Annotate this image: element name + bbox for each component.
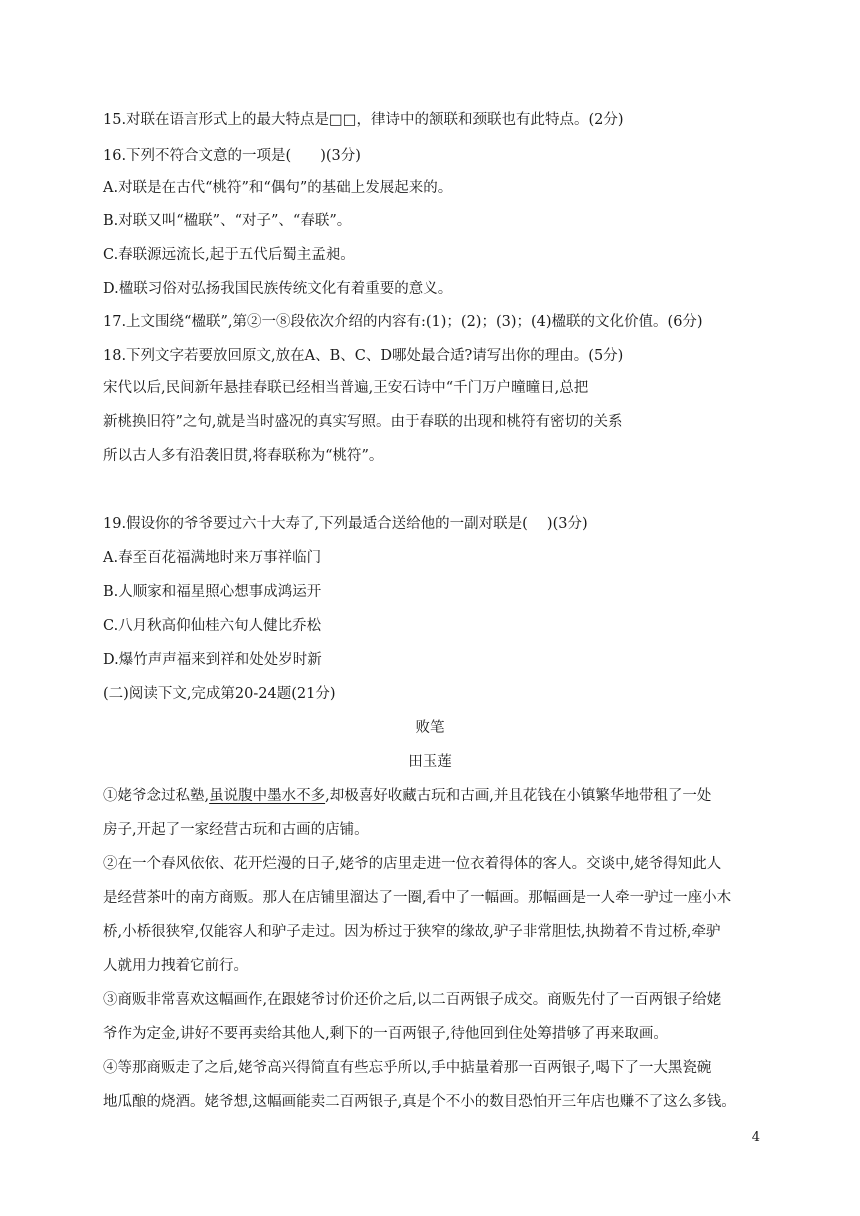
- question-19-option-b: B.人顺家和福星照心想事成鸿运开: [103, 584, 322, 600]
- question-16-option-a: A.对联是在古代“桃符”和“偶句”的基础上发展起来的。: [103, 180, 453, 196]
- question-18-quote-line-1: 宋代以后,民间新年悬挂春联已经相当普遍,王安石诗中“千门万户曈曈日,总把: [103, 380, 589, 396]
- page-number: 4: [751, 1130, 760, 1145]
- question-16-option-d: D.楹联习俗对弘扬我国民族传统文化有着重要的意义。: [103, 281, 453, 297]
- paragraph-2-line-3: 桥,小桥很狭窄,仅能容人和驴子走过。因为桥过于狭窄的缘故,驴子非常胆怯,执拗着不肯过桥,牵驴: [103, 924, 721, 940]
- question-18-quote-line-2: 新桃换旧符”之句,就是当时盛况的真实写照。由于春联的出现和桃符有密切的关系: [103, 414, 623, 430]
- paragraph-2-line-4: 人就用力拽着它前行。: [103, 958, 248, 974]
- paragraph-4-line-1: ④等那商贩走了之后,姥爷高兴得简直有些忘乎所以,手中掂量着那一百两银子,喝下了一大黑瓷碗: [103, 1060, 712, 1076]
- question-19-option-c: C.八月秋高仰仙桂六旬人健比乔松: [103, 618, 322, 634]
- question-19-option-a: A.春至百花福满地时来万事祥临门: [103, 550, 322, 566]
- paragraph-3-line-1: ③商贩非常喜欢这幅画作,在跟姥爷讨价还价之后,以二百两银子成交。商贩先付了一百两银子给姥: [103, 992, 722, 1008]
- story-author: 田玉莲: [408, 754, 452, 770]
- section-heading: (二)阅读下文,完成第20-24题(21分): [103, 686, 336, 702]
- question-19-stem: 19.假设你的爷爷要过六十大寿了,下列最适合送给他的一副对联是( )(3分): [103, 516, 588, 532]
- question-16-stem: 16.下列不符合文意的一项是( )(3分): [103, 148, 361, 164]
- paragraph-1-line-2: 房子,开起了一家经营古玩和古画的店铺。: [103, 822, 369, 838]
- question-19-option-d: D.爆竹声声福来到祥和处处岁时新: [103, 652, 322, 668]
- question-15: 15.对联在语言形式上的最大特点是□□，律诗中的颔联和颈联也有此特点。(2分): [103, 112, 624, 128]
- paragraph-4-line-2: 地瓜酿的烧酒。姥爷想,这幅画能卖二百两银子,真是个不小的数目恐怕开三年店也赚不了这么多钱。: [103, 1094, 736, 1110]
- question-17: 17.上文围绕“楹联”,第②一⑧段依次介绍的内容有:(1)；(2)；(3)；(4)楹联的文化价值。(6分): [103, 314, 703, 330]
- paragraph-1-line-1: [103, 786, 711, 806]
- question-16-option-c: C.春联源远流长,起于五代后蜀主孟昶。: [103, 247, 355, 263]
- paragraph-2-line-2: 是经营茶叶的南方商贩。那人在店铺里溜达了一圈,看中了一幅画。那幅画是一人牵一驴过一座小木: [103, 890, 732, 906]
- question-18-quote-line-3: 所以古人多有沿袭旧贯,将春联称为“桃符”。: [103, 448, 384, 464]
- paragraph-1-lead: ①姥爷念过私塾,: [103, 788, 210, 804]
- story-title: 败笔: [415, 720, 445, 736]
- paragraph-2-line-1: ②在一个春风依依、花开烂漫的日子,姥爷的店里走进一位衣着得体的客人。交谈中,姥爷得知此人: [103, 856, 722, 872]
- question-18-stem: 18.下列文字若要放回原文,放在A、B、C、D哪处最合适?请写出你的理由。(5分): [103, 348, 624, 364]
- question-16-option-b: B.对联又叫“楹联”、“对子”、“春联”。: [103, 213, 352, 229]
- paragraph-1-rest: ,却极喜好收藏古玩和古画,并且花钱在小镇繁华地带租了一处: [325, 788, 712, 804]
- underlined-phrase: 虽说腹中墨水不多: [209, 788, 326, 804]
- paragraph-3-line-2: 爷作为定金,讲好不要再卖给其他人,剩下的一百两银子,待他回到住处筹措够了再来取画。: [103, 1026, 668, 1042]
